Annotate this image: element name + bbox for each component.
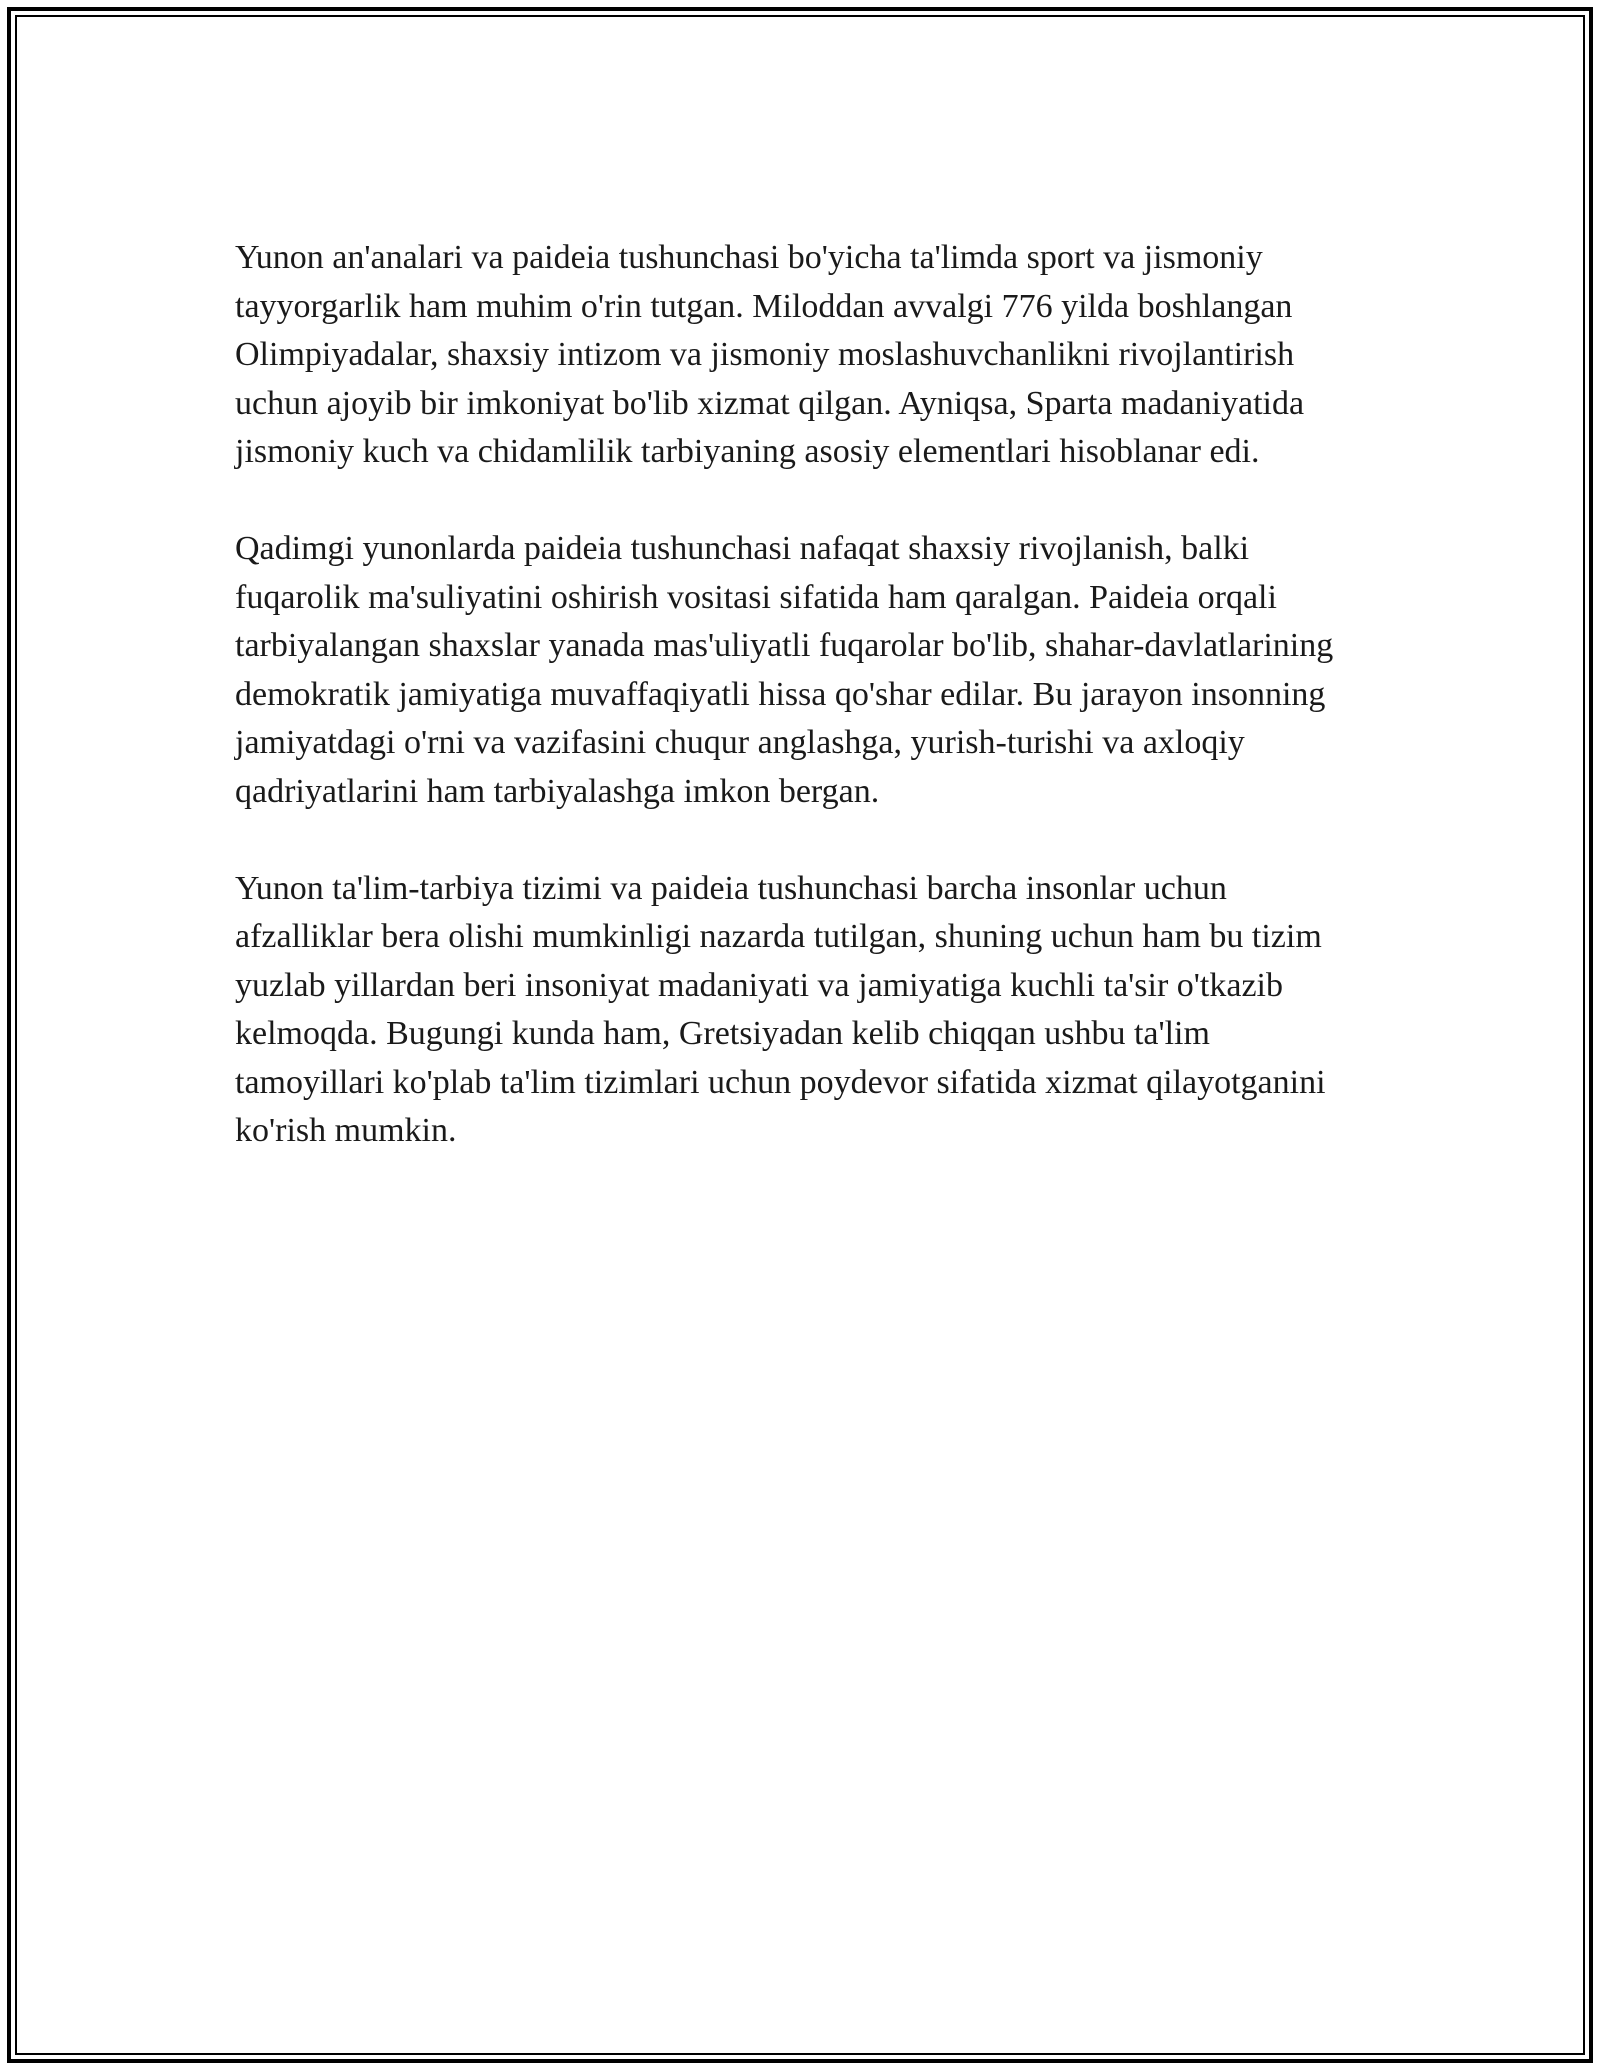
document-body	[235, 234, 1365, 1204]
paragraph: Qadimgi yunonlarda paideia tushunchasi nafaqat shaxsiy rivojlanish, balki fuqarolik ma'suliyatini oshirish vositasi sifatida ham qaralgan. Paideia orqali tarbiyalangan shaxslar yanada mas'uliyatli fuqarolar bo'lib, shahar-davlatlarining demokratik jamiyatiga muvaffaqiyatli hissa qo'shar edilar. Bu jarayon insonning jamiyatdagi o'rni va vazifasini chuqur anglashga, yurish-turishi va axloqiy qadriyatlarini ham tarbiyalashga imkon bergan.	[235, 530, 1334, 810]
paragraph: Yunon an'analari va paideia tushunchasi bo'yicha ta'limda sport va jismoniy tayyorgarlik ham muhim o'rin tutgan. Miloddan avvalgi 776 yilda boshlangan Olimpiyadalar, shaxsiy intizom va jismoniy moslashuvchanlikni rivojlantirish uchun ajoyib bir imkoniyat bo'lib xizmat qilgan. Ayniqsa, Sparta madaniyatida jismoniy kuch va chidamlilik tarbiyaning asosiy elementlari hisoblanar edi.	[235, 239, 1305, 470]
paragraph: Yunon ta'lim-tarbiya tizimi va paideia tushunchasi barcha insonlar uchun afzalliklar bera olishi mumkinligi nazarda tutilgan, shuning uchun ham bu tizim yuzlab yillardan beri insoniyat madaniyati va jamiyatiga kuchli ta'sir o'tkazib kelmoqda. Bugungi kunda ham, Gretsiyadan kelib chiqqan ushbu ta'lim tamoyillari ko'plab ta'lim tizimlari uchun poydevor sifatida xizmat qilayotganini ko'rish mumkin.	[235, 869, 1326, 1149]
